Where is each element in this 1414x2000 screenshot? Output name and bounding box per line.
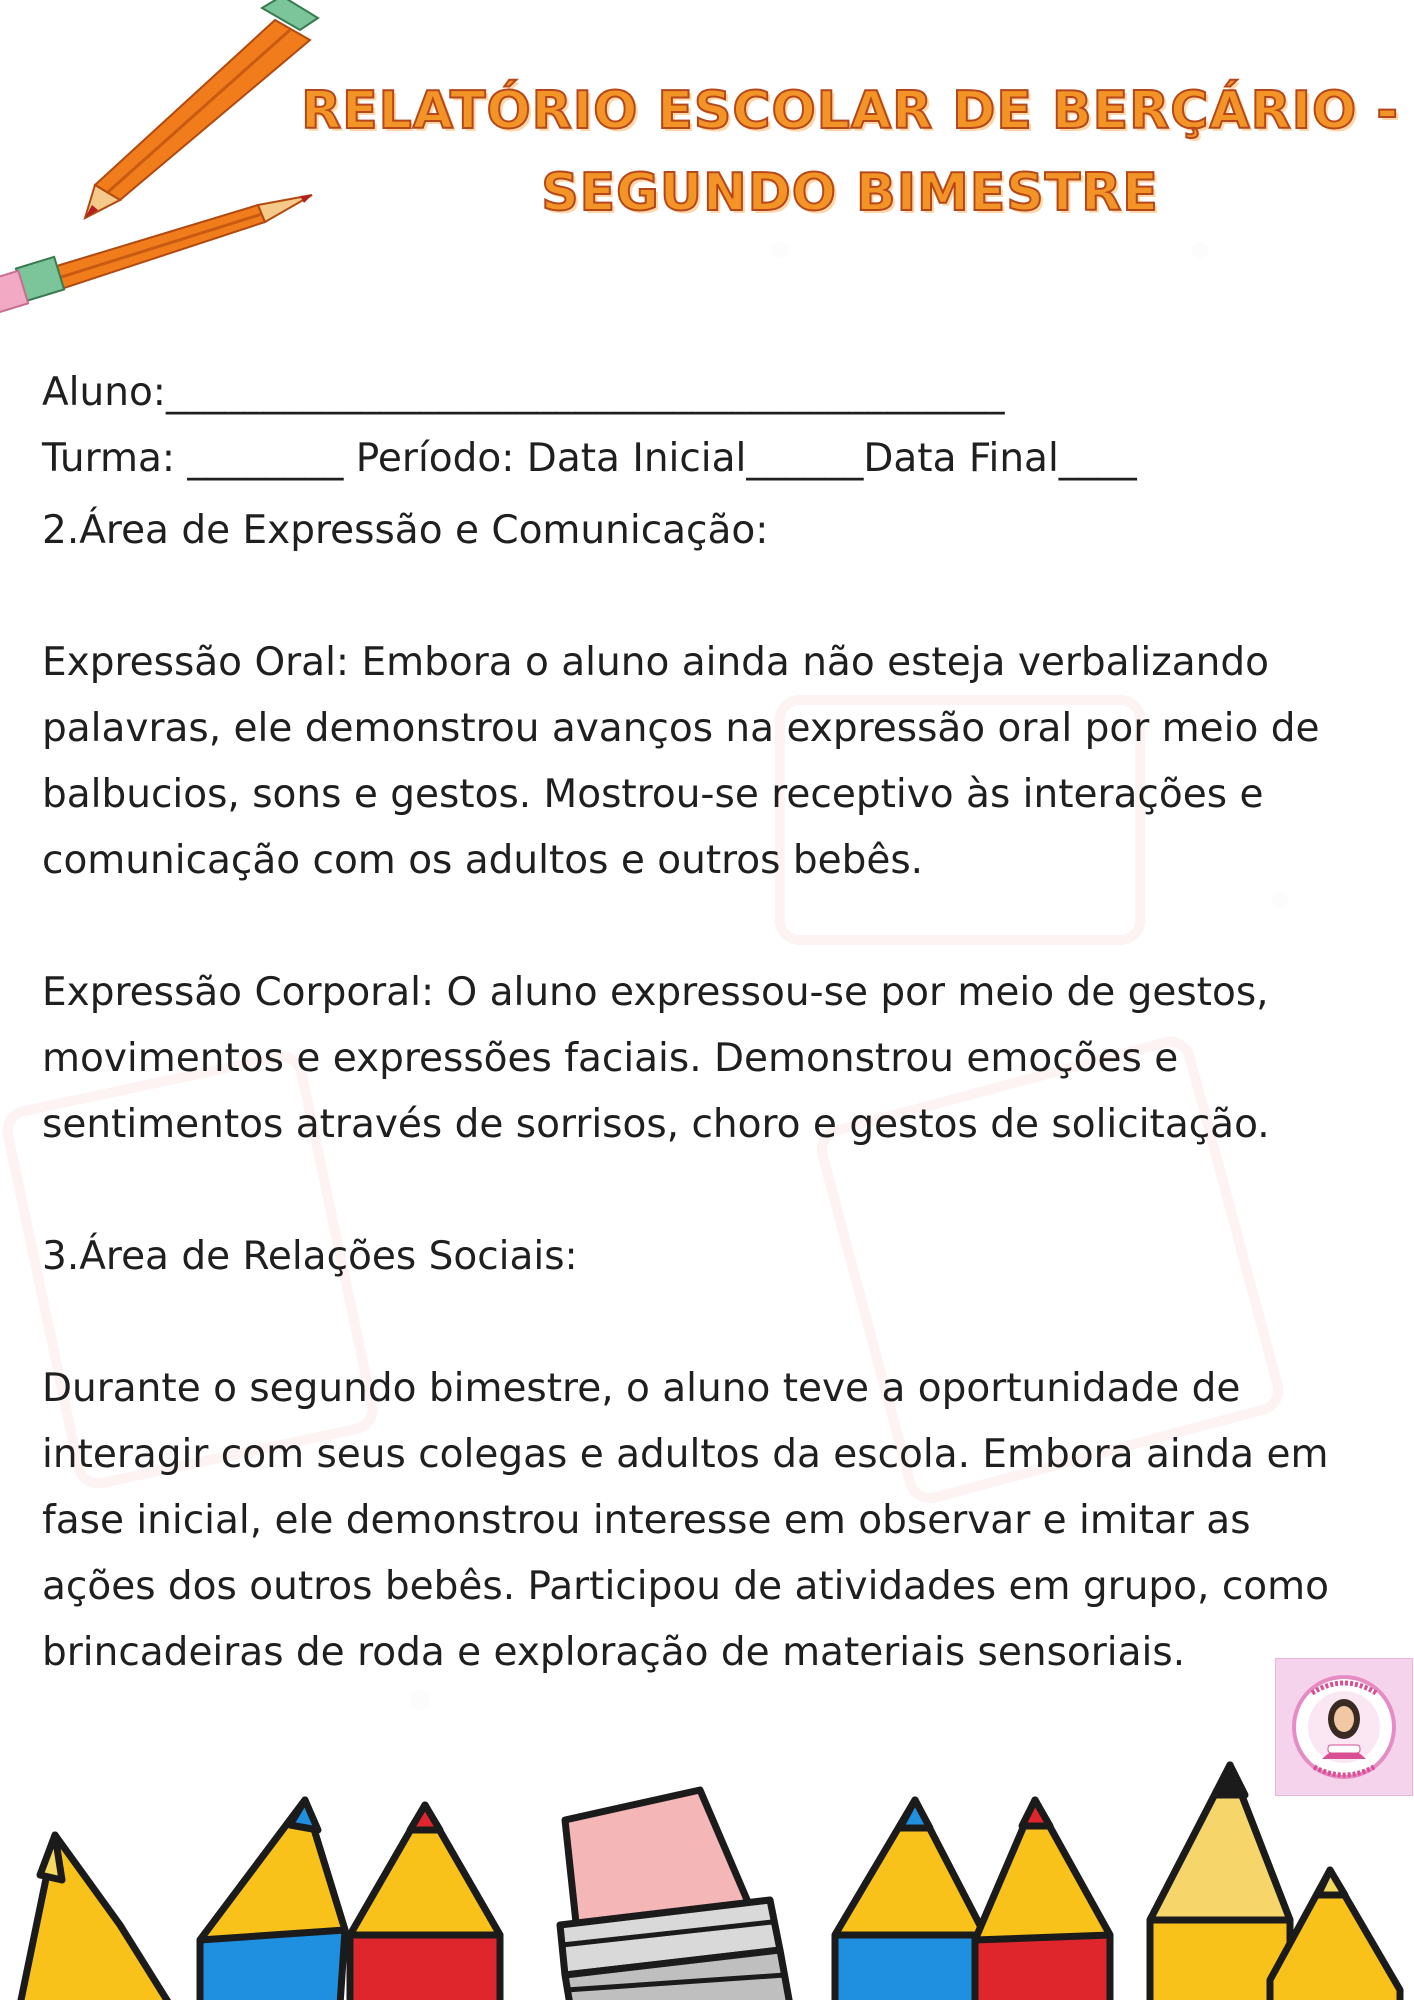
social-relations-line: Durante o segundo bimestre, o aluno teve a oportunidade de <box>42 1366 1241 1411</box>
section-3-heading: 3.Área de Relações Sociais: <box>42 1234 578 1279</box>
pencil-yellow-icon <box>1150 1765 1290 2000</box>
pencil-blue-icon <box>200 1800 345 2000</box>
pencil-red-icon <box>350 1805 500 2000</box>
spacer <box>42 1158 1402 1224</box>
pencil-blue-icon <box>835 1800 985 2000</box>
pencil-horizontal-icon <box>0 195 312 313</box>
pencils-top-left-illustration <box>0 0 330 330</box>
pencil-yellow-icon <box>20 1835 170 2000</box>
spacer <box>42 1290 1402 1356</box>
pencil-red-icon <box>975 1800 1110 2000</box>
body-expression-line: movimentos e expressões faciais. Demonstrou emoções e <box>42 1036 1179 1081</box>
social-relations-line: brincadeiras de roda e exploração de materiais sensoriais. <box>42 1630 1186 1675</box>
oral-expression-line: comunicação com os adultos e outros bebês. <box>42 838 924 883</box>
body-expression-line: sentimentos através de sorrisos, choro e gestos de solicitação. <box>42 1102 1270 1147</box>
title-line-1: RELATÓRIO ESCOLAR DE BERÇÁRIO - <box>301 81 1399 141</box>
pencils-bottom-illustration <box>0 1740 1414 2000</box>
pencil-eraser-icon <box>560 1790 790 2000</box>
oral-expression-line: balbucios, sons e gestos. Mostrou-se receptivo às interações e <box>42 772 1264 817</box>
oral-expression-line: Expressão Oral: Embora o aluno ainda não esteja verbalizando <box>42 640 1269 685</box>
spacer <box>42 894 1402 960</box>
social-relations-line: ações dos outros bebês. Participou de atividades em grupo, como <box>42 1564 1329 1609</box>
section-2-heading: 2.Área de Expressão e Comunicação: <box>42 508 769 553</box>
body-expression-line: Expressão Corporal: O aluno expressou-se por meio de gestos, <box>42 970 1269 1015</box>
page-title <box>300 70 1400 234</box>
spacer <box>42 564 1402 630</box>
student-field: Aluno:___________________________________________ <box>42 370 1005 415</box>
class-period-field: Turma: ________ Período: Data Inicial______Data Final____ <box>42 436 1137 481</box>
social-relations-line: interagir com seus colegas e adultos da escola. Embora ainda em <box>42 1432 1329 1477</box>
report-content <box>42 360 1402 1686</box>
pencil-diagonal-icon <box>85 0 318 218</box>
oral-expression-line: palavras, ele demonstrou avanços na expressão oral por meio de <box>42 706 1320 751</box>
title-line-2: SEGUNDO BIMESTRE <box>541 163 1159 223</box>
social-relations-line: fase inicial, ele demonstrou interesse em observar e imitar as <box>42 1498 1251 1543</box>
